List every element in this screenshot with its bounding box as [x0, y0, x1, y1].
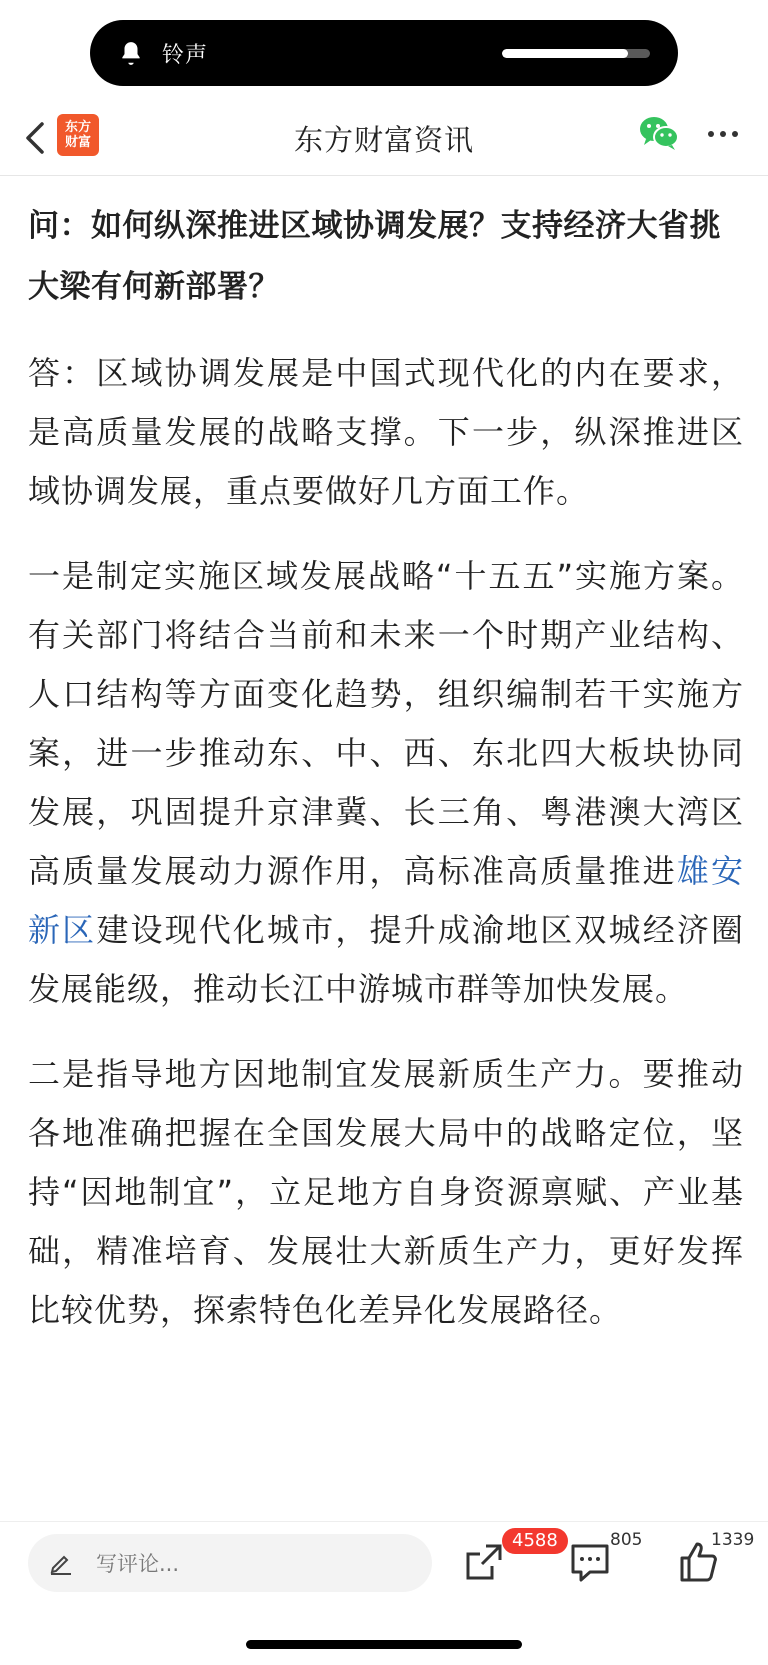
- point-1-text-b: 建设现代化城市，提升成渝地区双城经济圈发展能级，推动长江中游城市群等加快发展。: [28, 911, 744, 1008]
- comment-placeholder: 写评论...: [96, 1552, 180, 1576]
- comment-count: 805: [610, 1530, 643, 1550]
- ringer-volume-fill: [502, 49, 628, 58]
- article-question: 问：如何纵深推进区域协调发展？支持经济大省挑大梁有何新部署？: [28, 208, 721, 305]
- ringer-volume-bar: [502, 49, 650, 58]
- logo-text-line2: 财富: [64, 135, 91, 150]
- ringer-label: 铃声: [162, 42, 209, 68]
- ringer-indicator: [90, 20, 678, 86]
- article-body: [28, 176, 744, 1521]
- share-count-badge: 4588: [502, 1528, 568, 1554]
- article-point-1: [28, 547, 744, 1019]
- article-point-2: 二是指导地方因地制宜发展新质生产力。要推动各地准确把握在全国发展大局中的战略定位，坚持“因地制宜”，立足地方自身资源禀赋、产业基础，精准培育、发展壮大新质生产力，更好发挥比较优势，探索特色化差异化发展路径。: [28, 1055, 744, 1329]
- article-answer-intro: 答：区域协调发展是中国式现代化的内在要求，是高质量发展的战略支撑。下一步，纵深推进区域协调发展，重点要做好几方面工作。: [28, 354, 744, 510]
- like-count: 1339: [711, 1530, 755, 1550]
- share-icon[interactable]: [462, 1540, 506, 1584]
- xiongan-link[interactable]: 雄安新区: [28, 852, 744, 949]
- logo-text-line1: 东方: [64, 120, 91, 135]
- page-title: 东方财富资讯: [293, 123, 474, 157]
- more-options-icon[interactable]: [706, 124, 740, 144]
- wechat-share-icon[interactable]: [638, 115, 680, 151]
- nav-bar: [0, 100, 768, 176]
- home-indicator[interactable]: [246, 1640, 522, 1649]
- comment-icon[interactable]: [568, 1540, 612, 1584]
- bell-icon: [118, 40, 144, 66]
- comment-input[interactable]: [28, 1534, 432, 1592]
- pen-icon: [48, 1550, 74, 1576]
- point-1-text-a: 一是制定实施区域发展战略“十五五”实施方案。有关部门将结合当前和未来一个时期产业结构、人口结构等方面变化趋势，组织编制若干实施方案，进一步推动东、中、西、东北四大板块协同发展，巩固提升京津冀、长三角、粤港澳大湾区高质量发展动力源作用，高标准高质量推进: [28, 557, 744, 890]
- bottom-action-bar: [0, 1521, 768, 1591]
